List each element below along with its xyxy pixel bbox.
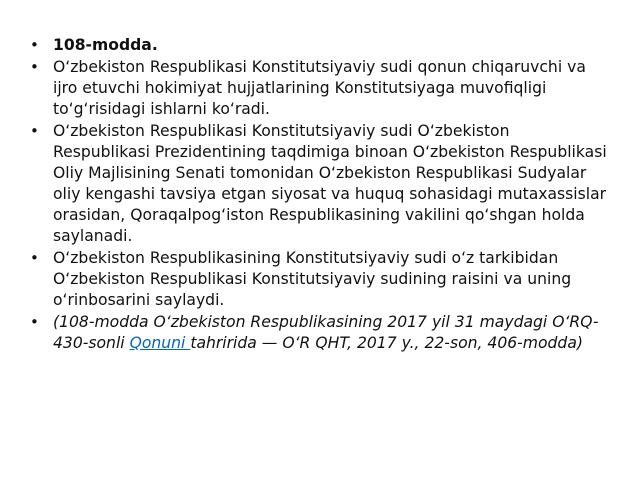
- bullet-list: [30, 35, 610, 355]
- bullet-icon: •: [30, 313, 39, 331]
- bullet-icon: •: [30, 122, 39, 140]
- paragraph-1-text: O‘zbekiston Respublikasi Konstitutsiyaviy sudi qonun chiqaruvchi va ijro etuvchi hokimiyat hujjatlarining Konstitutsiyaga muvofiqligi to‘g‘risidagi ishlarni ko‘radi.: [53, 58, 586, 118]
- paragraph-3-text: O‘zbekiston Respublikasining Konstitutsiyaviy sudi o‘z tarkibidan O‘zbekiston Respublikasi Konstitutsiyaviy sudining raisini va uning o‘rinbosarini saylaydi.: [53, 249, 572, 309]
- bullet-icon: •: [30, 58, 39, 76]
- bullet-icon: •: [30, 249, 39, 267]
- paragraph-2-text: O‘zbekiston Respublikasi Konstitutsiyaviy sudi O‘zbekiston Respublikasi Prezidentining taqdimiga binoan O‘zbekiston Respublikasi Oliy Majlisining Senati tomonidan O‘zbekiston Respublikasi Sudyalar oliy kengashi tavsiya etgan siyosat va huquq sohasidagi mutaxassislar orasidan, Qoraqalpog‘iston Respublikasining vakilini qo‘shgan holda saylanadi.: [53, 122, 607, 245]
- amendment-note-after: tahririda — O‘R QHT, 2017 y., 22-son, 406-modda): [190, 334, 583, 352]
- article-number: 108-modda.: [53, 36, 158, 54]
- list-item-paragraph-2: [30, 121, 610, 247]
- list-item-article-number: [30, 35, 610, 56]
- law-link[interactable]: Qonuni: [129, 334, 191, 352]
- list-item-amendment-note: [30, 312, 610, 354]
- amendment-note-before: (108-modda O‘zbekiston Respublikasining 2017 yil 31 maydagi O‘RQ-430-sonli: [53, 313, 599, 352]
- list-item-paragraph-1: [30, 57, 610, 120]
- list-item-paragraph-3: [30, 248, 610, 311]
- bullet-icon: •: [30, 36, 39, 54]
